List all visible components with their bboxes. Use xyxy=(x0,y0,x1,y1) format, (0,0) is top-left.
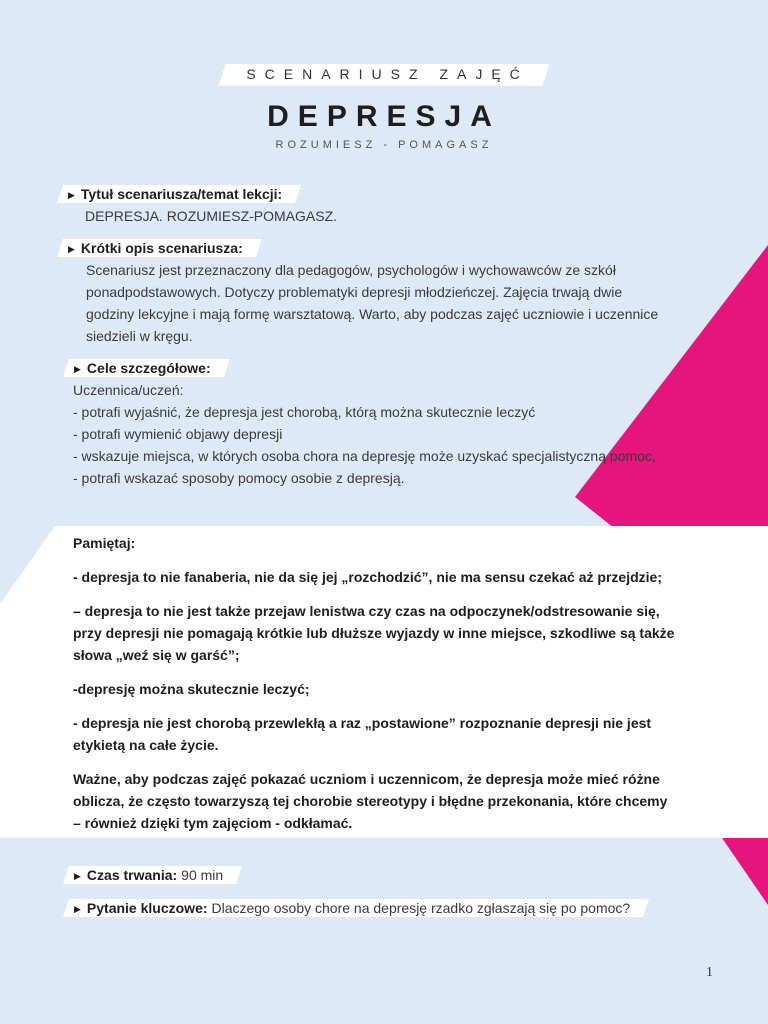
page-number: 1 xyxy=(706,965,713,980)
goals-item: - wskazuje miejsca, w których osoba chora na depresję może uzyskać specjalistyczną pomoc, xyxy=(73,448,656,464)
header-eyebrow: SCENARIUSZ ZAJĘĆ xyxy=(246,66,529,82)
section-description-label: Krótki opis scenariusza: xyxy=(80,240,243,256)
section-topic-label-band xyxy=(57,185,301,203)
remember-point xyxy=(73,712,693,756)
section-topic-value: DEPRESJA. ROZUMIESZ-POMAGASZ. xyxy=(85,208,338,224)
duration-row xyxy=(66,866,239,884)
duration-value: 90 min xyxy=(181,867,224,883)
question-label: Pytanie kluczowe: xyxy=(86,900,208,916)
description-line: siedzieli w kręgu. xyxy=(86,328,193,344)
duration-label: Czas trwania: xyxy=(86,867,178,883)
section-description-body xyxy=(60,259,710,347)
section-goals xyxy=(66,359,716,489)
section-description xyxy=(60,239,710,347)
question-label-band xyxy=(63,899,649,917)
remember-line: - depresja nie jest chorobą przewlekłą a raz „postawione” rozpoznanie depresji nie jest xyxy=(73,715,652,731)
section-goals-label-band xyxy=(63,359,229,377)
section-topic-label: Tytuł scenariusza/temat lekcji: xyxy=(80,186,283,202)
header-eyebrow-wrap xyxy=(0,64,768,86)
triangle-bullet-icon: ▶ xyxy=(74,904,81,914)
remember-line: – również dzięki tym zajęciom - odkłamać. xyxy=(73,815,353,831)
remember-section xyxy=(73,532,693,846)
description-line: Scenariusz jest przeznaczony dla pedagogów, psychologów i wychowawców ze szkół xyxy=(86,262,616,278)
triangle-bullet-icon: ▶ xyxy=(74,871,81,881)
description-line: ponadpodstawowych. Dotyczy problematyki depresji młodzieńczej. Zajęcia trwają dwie xyxy=(86,284,623,300)
goals-item: - potrafi wskazać sposoby pomocy osobie z depresją. xyxy=(73,470,405,486)
remember-point: -depresję można skutecznie leczyć; xyxy=(73,681,310,697)
remember-line: – depresja to nie jest także przejaw lenistwa czy czas na odpoczynek/odstresowanie się, xyxy=(73,603,660,619)
page-title: DEPRESJA xyxy=(267,100,501,133)
remember-important xyxy=(73,768,693,834)
remember-line: słowa „weź się w garść”; xyxy=(73,647,240,663)
question-value: Dlaczego osoby chore na depresję rzadko zgłaszają się po pomoc? xyxy=(211,900,631,916)
remember-line: etykietą na całe życie. xyxy=(73,737,219,753)
goals-item: - potrafi wymienić objawy depresji xyxy=(73,426,283,442)
remember-point xyxy=(73,600,693,666)
section-goals-body xyxy=(66,379,716,489)
remember-heading: Pamiętaj: xyxy=(73,535,136,551)
section-goals-label: Cele szczegółowe: xyxy=(86,360,211,376)
section-description-label-band xyxy=(57,239,262,257)
remember-point: - depresja to nie fanaberia, nie da się jej „rozchodzić”, nie ma sensu czekać aż przejdzie; xyxy=(73,569,662,585)
triangle-bullet-icon: ▶ xyxy=(68,190,75,200)
header-eyebrow-band xyxy=(218,64,550,86)
remember-line: oblicza, że często towarzyszą tej chorobie stereotypy i błędne przekonania, które chcemy xyxy=(73,793,668,809)
remember-line: przy depresji nie pomagają krótkie lub dłuższe wyjazdy w inne miejsce, szkodliwe są także xyxy=(73,625,675,641)
triangle-bullet-icon: ▶ xyxy=(68,244,75,254)
description-line: godziny lekcyjne i mają formę warsztatową. Warto, aby podczas zajęć uczniowie i uczennice xyxy=(86,306,659,322)
page-subtitle: ROZUMIESZ - POMAGASZ xyxy=(275,139,493,151)
duration-label-band xyxy=(63,866,242,884)
magenta-triangle-lower xyxy=(722,838,768,905)
goals-intro: Uczennica/uczeń: xyxy=(73,382,184,398)
question-row xyxy=(66,899,646,917)
remember-line: Ważne, aby podczas zajęć pokazać uczniom i uczennicom, że depresja może mieć różne xyxy=(73,771,660,787)
section-topic xyxy=(60,185,710,227)
goals-item: - potrafi wyjaśnić, że depresja jest chorobą, którą można skutecznie leczyć xyxy=(73,404,536,420)
triangle-bullet-icon: ▶ xyxy=(74,364,81,374)
